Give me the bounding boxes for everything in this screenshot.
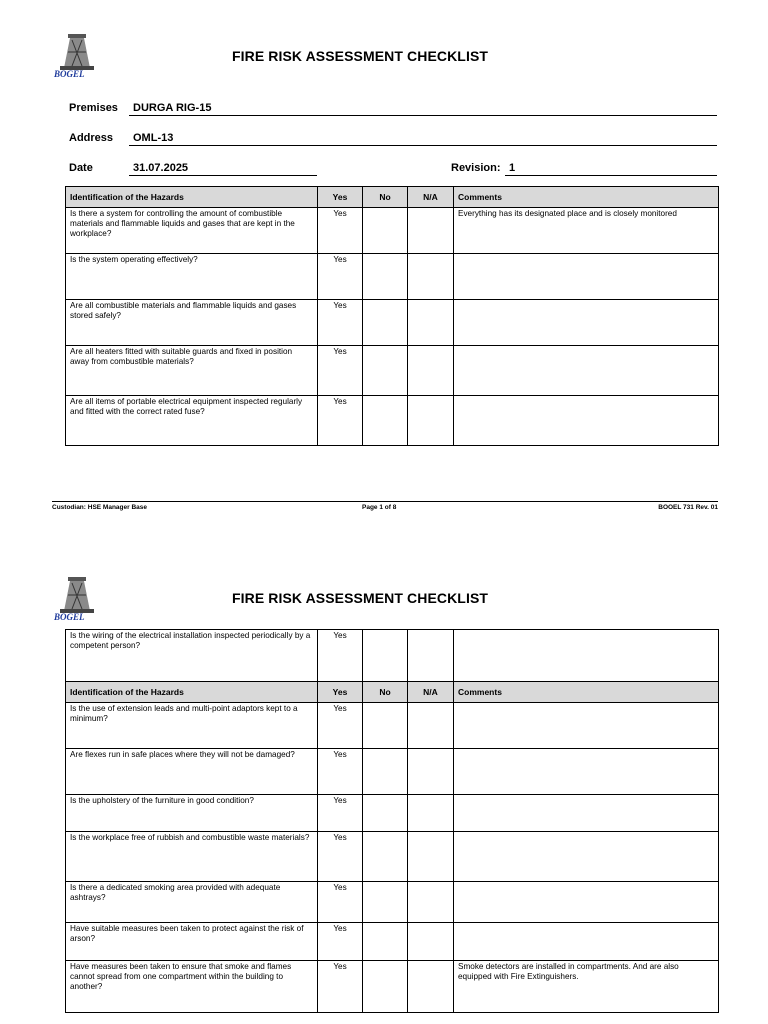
table-body-continued [66, 630, 719, 682]
yes-cell: Yes [318, 396, 363, 446]
page-footer [52, 501, 718, 514]
comment-cell [454, 749, 719, 795]
no-cell [363, 254, 408, 300]
hazard-question-cell: Is the wiring of the electrical installation inspected periodically by a competent person? [66, 630, 318, 682]
table-header-row [66, 187, 719, 208]
yes-cell: Yes [318, 346, 363, 396]
na-cell [408, 832, 454, 882]
no-cell [363, 795, 408, 832]
comment-cell [454, 703, 719, 749]
yes-cell: Yes [318, 832, 363, 882]
na-cell [408, 346, 454, 396]
hazard-question-cell: Is the use of extension leads and multi-point adaptors kept to a minimum? [66, 703, 318, 749]
header-hazard: Identification of the Hazards [66, 682, 318, 703]
na-cell [408, 882, 454, 923]
yes-cell: Yes [318, 795, 363, 832]
header-na: N/A [408, 682, 454, 703]
date-value: 31.07.2025 [129, 162, 317, 176]
table-row [66, 300, 719, 346]
revision-value: 1 [505, 162, 717, 176]
hazard-question-cell: Have measures been taken to ensure that smoke and flames cannot spread from one compartment within the building to another? [66, 961, 318, 1013]
hazard-question-cell: Is the upholstery of the furniture in good condition? [66, 795, 318, 832]
no-cell [363, 923, 408, 961]
yes-cell: Yes [318, 300, 363, 346]
table-row [66, 882, 719, 923]
hazard-question-cell: Is the workplace free of rubbish and combustible waste materials? [66, 832, 318, 882]
na-cell [408, 703, 454, 749]
no-cell [363, 703, 408, 749]
hazard-checklist-table [65, 186, 719, 446]
page-title: FIRE RISK ASSESSMENT CHECKLIST [231, 590, 489, 606]
yes-cell: Yes [318, 208, 363, 254]
na-cell [408, 300, 454, 346]
table-row [66, 832, 719, 882]
na-cell [408, 630, 454, 682]
table-row [66, 923, 719, 961]
comment-cell: Smoke detectors are installed in compartments. And are also equipped with Fire Extinguishers. [454, 961, 719, 1013]
hazard-question-cell: Are flexes run in safe places where they will not be damaged? [66, 749, 318, 795]
no-cell [363, 749, 408, 795]
yes-cell: Yes [318, 749, 363, 795]
hazard-question-cell: Is there a dedicated smoking area provided with adequate ashtrays? [66, 882, 318, 923]
table-row [66, 630, 719, 682]
address-label: Address [69, 132, 114, 144]
hazard-question-cell: Have suitable measures been taken to protect against the risk of arson? [66, 923, 318, 961]
address-value: OML-13 [129, 132, 717, 146]
comment-cell [454, 346, 719, 396]
hazard-question-cell: Is the system operating effectively? [66, 254, 318, 300]
header-no: No [363, 187, 408, 208]
no-cell [363, 882, 408, 923]
footer-doc-ref: BOOEL 731 Rev. 01 [658, 504, 718, 511]
premises-value: DURGA RIG-15 [129, 102, 717, 116]
premises-label: Premises [69, 102, 118, 114]
table-row [66, 208, 719, 254]
table-row [66, 961, 719, 1013]
table-row [66, 396, 719, 446]
comment-cell [454, 300, 719, 346]
comment-cell [454, 630, 719, 682]
yes-cell: Yes [318, 630, 363, 682]
header-comments: Comments [454, 187, 719, 208]
comment-cell [454, 396, 719, 446]
yes-cell: Yes [318, 703, 363, 749]
na-cell [408, 795, 454, 832]
header-na: N/A [408, 187, 454, 208]
logo-text: BOGEL [54, 612, 85, 621]
table-row [66, 703, 719, 749]
comment-cell [454, 882, 719, 923]
table-row [66, 254, 719, 300]
comment-cell: Everything has its designated place and is closely monitored [454, 208, 719, 254]
yes-cell: Yes [318, 961, 363, 1013]
na-cell [408, 923, 454, 961]
footer-page: Page 1 of 8 [362, 504, 397, 511]
no-cell [363, 832, 408, 882]
logo-text: BOGEL [54, 69, 85, 78]
yes-cell: Yes [318, 254, 363, 300]
hazard-question-cell: Are all heaters fitted with suitable guards and fixed in position away from combustible materials? [66, 346, 318, 396]
header-yes: Yes [318, 187, 363, 208]
table-body [66, 703, 719, 1013]
no-cell [363, 396, 408, 446]
no-cell [363, 630, 408, 682]
footer-custodian: Custodian: HSE Manager Base [52, 504, 147, 511]
table-row [66, 346, 719, 396]
na-cell [408, 208, 454, 254]
yes-cell: Yes [318, 923, 363, 961]
no-cell [363, 346, 408, 396]
table-row [66, 795, 719, 832]
page-title: FIRE RISK ASSESSMENT CHECKLIST [231, 48, 489, 64]
na-cell [408, 749, 454, 795]
comment-cell [454, 832, 719, 882]
header-hazard: Identification of the Hazards [66, 187, 318, 208]
table-body [66, 208, 719, 446]
hazard-checklist-table-page2 [65, 629, 719, 1013]
table-header-row [66, 682, 719, 703]
header-comments: Comments [454, 682, 719, 703]
date-label: Date [69, 162, 93, 174]
na-cell [408, 961, 454, 1013]
header-no: No [363, 682, 408, 703]
na-cell [408, 396, 454, 446]
no-cell [363, 208, 408, 254]
revision-label: Revision: [451, 162, 501, 174]
hazard-question-cell: Are all combustible materials and flammable liquids and gases stored safely? [66, 300, 318, 346]
hazard-question-cell: Is there a system for controlling the amount of combustible materials and flammable liquids and gases that are kept in the workplace? [66, 208, 318, 254]
no-cell [363, 300, 408, 346]
na-cell [408, 254, 454, 300]
comment-cell [454, 795, 719, 832]
no-cell [363, 961, 408, 1013]
table-row [66, 749, 719, 795]
comment-cell [454, 254, 719, 300]
yes-cell: Yes [318, 882, 363, 923]
header-yes: Yes [318, 682, 363, 703]
hazard-question-cell: Are all items of portable electrical equipment inspected regularly and fitted with the correct rated fuse? [66, 396, 318, 446]
comment-cell [454, 923, 719, 961]
